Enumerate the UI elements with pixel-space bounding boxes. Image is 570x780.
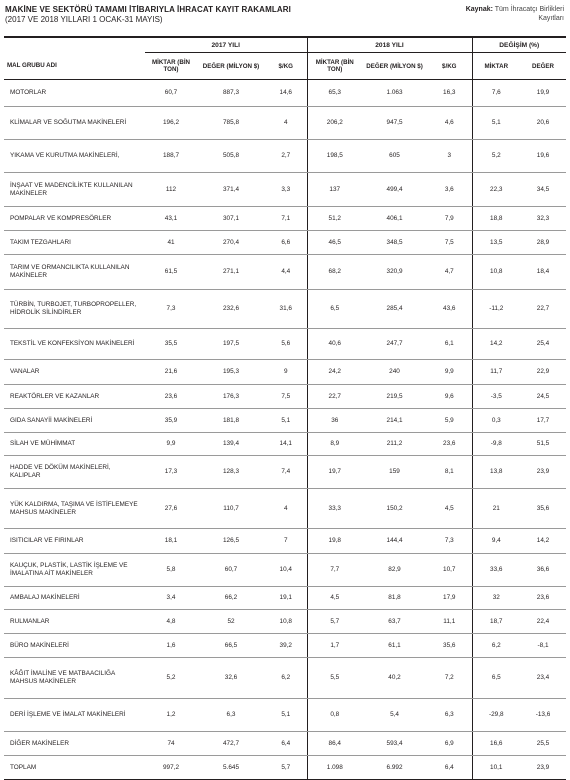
change-deger-cell: 25,5 xyxy=(520,732,566,756)
deger-2018-header: DEĞER (MİLYON $) xyxy=(362,53,427,80)
miktar-2018-cell: 19,8 xyxy=(307,529,362,554)
deger-2017-cell: 110,7 xyxy=(197,489,265,529)
deger-2018-cell: 320,9 xyxy=(362,255,427,290)
table-row xyxy=(4,385,566,409)
deger-2018-cell: 82,9 xyxy=(362,554,427,587)
perkg-2018-cell: 16,3 xyxy=(427,80,472,107)
change-deger-cell: 23,9 xyxy=(520,756,566,780)
deger-2018-cell: 214,1 xyxy=(362,409,427,433)
change-header: DEĞİŞİM (%) xyxy=(472,37,566,53)
change-miktar-cell: -11,2 xyxy=(472,290,520,329)
miktar-2018-cell: 6,5 xyxy=(307,290,362,329)
miktar-2017-cell: 61,5 xyxy=(145,255,197,290)
perkg-2017-cell: 5,1 xyxy=(265,409,307,433)
row-name-cell: SİLAH VE MÜHİMMAT xyxy=(4,433,145,456)
miktar-2018-cell: 86,4 xyxy=(307,732,362,756)
deger-2018-cell: 211,2 xyxy=(362,433,427,456)
row-name-cell: RULMANLAR xyxy=(4,610,145,634)
year-2018-header: 2018 YILI xyxy=(307,37,472,53)
deger-2017-cell: 128,3 xyxy=(197,456,265,489)
change-miktar-cell: 16,6 xyxy=(472,732,520,756)
change-miktar-cell: 13,8 xyxy=(472,456,520,489)
table-row xyxy=(4,173,566,207)
deger-2018-cell: 348,5 xyxy=(362,231,427,255)
miktar-2018-header: MİKTAR (BİN TON) xyxy=(307,53,362,80)
deger-2017-cell: 270,4 xyxy=(197,231,265,255)
table-row xyxy=(4,409,566,433)
miktar-2017-cell: 21,6 xyxy=(145,360,197,385)
change-deger-cell: -8,1 xyxy=(520,634,566,658)
change-miktar-cell: 9,4 xyxy=(472,529,520,554)
perkg-2017-cell: 10,4 xyxy=(265,554,307,587)
miktar-2018-cell: 1.098 xyxy=(307,756,362,780)
change-miktar-cell: 21 xyxy=(472,489,520,529)
miktar-2017-cell: 1,2 xyxy=(145,699,197,732)
perkg-2018-cell: 17,9 xyxy=(427,587,472,610)
perkg-2017-cell: 4 xyxy=(265,107,307,140)
perkg-2017-cell: 19,1 xyxy=(265,587,307,610)
miktar-2017-cell: 997,2 xyxy=(145,756,197,780)
perkg-2017-cell: 4,4 xyxy=(265,255,307,290)
deger-2018-cell: 159 xyxy=(362,456,427,489)
deger-2017-cell: 176,3 xyxy=(197,385,265,409)
deger-2018-cell: 1.063 xyxy=(362,80,427,107)
perkg-2017-cell: 10,8 xyxy=(265,610,307,634)
source-note xyxy=(454,5,564,23)
change-miktar-cell: 11,7 xyxy=(472,360,520,385)
row-name-cell: VANALAR xyxy=(4,360,145,385)
change-miktar-cell: 32 xyxy=(472,587,520,610)
row-name-cell: TÜRBİN, TURBOJET, TURBOPROPELLER, HİDROLİK SİLİNDİRLER xyxy=(4,290,145,329)
perkg-2018-cell: 7,5 xyxy=(427,231,472,255)
deger-2018-cell: 499,4 xyxy=(362,173,427,207)
change-deger-cell: 22,9 xyxy=(520,360,566,385)
deger-2018-cell: 6.992 xyxy=(362,756,427,780)
table-row xyxy=(4,554,566,587)
deger-2017-cell: 785,8 xyxy=(197,107,265,140)
deger-2017-cell: 232,6 xyxy=(197,290,265,329)
change-miktar-cell: 5,1 xyxy=(472,107,520,140)
deger-2017-cell: 6,3 xyxy=(197,699,265,732)
miktar-2017-header: MİKTAR (BİN TON) xyxy=(145,53,197,80)
year-2017-header: 2017 YILI xyxy=(145,37,307,53)
perkg-2017-cell: 7,5 xyxy=(265,385,307,409)
row-name-cell: ISITICILAR VE FIRINLAR xyxy=(4,529,145,554)
deger-2017-cell: 5.645 xyxy=(197,756,265,780)
change-deger-cell: 18,4 xyxy=(520,255,566,290)
change-deger-cell: 28,9 xyxy=(520,231,566,255)
perkg-2017-cell: 6,4 xyxy=(265,732,307,756)
table-row xyxy=(4,658,566,699)
row-name-cell: KÂĞIT İMALİNE VE MATBAACILIĞA MAHSUS MAKİNELER xyxy=(4,658,145,699)
change-miktar-cell: 33,6 xyxy=(472,554,520,587)
change-deger-cell: 17,7 xyxy=(520,409,566,433)
row-name-cell: AMBALAJ MAKİNELERİ xyxy=(4,587,145,610)
row-name-cell: İNŞAAT VE MADENCİLİKTE KULLANILAN MAKİNELER xyxy=(4,173,145,207)
perkg-2017-cell: 9 xyxy=(265,360,307,385)
change-miktar-cell: 0,3 xyxy=(472,409,520,433)
miktar-2017-cell: 23,6 xyxy=(145,385,197,409)
deger-2018-cell: 144,4 xyxy=(362,529,427,554)
change-deger-cell: 23,4 xyxy=(520,658,566,699)
row-name-cell: HADDE VE DÖKÜM MAKİNELERİ, KALIPLAR xyxy=(4,456,145,489)
deger-2017-cell: 181,8 xyxy=(197,409,265,433)
blank-header xyxy=(4,37,145,53)
perkg-2018-cell: 7,3 xyxy=(427,529,472,554)
miktar-2017-cell: 17,3 xyxy=(145,456,197,489)
perkg-2017-cell: 5,7 xyxy=(265,756,307,780)
row-name-cell: BÜRO MAKİNELERİ xyxy=(4,634,145,658)
row-name-cell: DİĞER MAKİNELER xyxy=(4,732,145,756)
change-deger-cell: 19,9 xyxy=(520,80,566,107)
deger-2018-cell: 40,2 xyxy=(362,658,427,699)
change-miktar-cell: 10,1 xyxy=(472,756,520,780)
table-subtitle: (2017 VE 2018 YILLARI 1 OCAK-31 MAYIS) xyxy=(5,15,163,24)
perkg-2017-cell: 7,1 xyxy=(265,207,307,231)
perkg-2018-cell: 6,3 xyxy=(427,699,472,732)
deger-2017-cell: 32,6 xyxy=(197,658,265,699)
perkg-2017-header: $/KG xyxy=(265,53,307,80)
table-title: MAKİNE VE SEKTÖRÜ TAMAMI İTİBARIYLA İHRACAT KAYIT RAKAMLARI xyxy=(5,5,291,14)
miktar-2018-cell: 51,2 xyxy=(307,207,362,231)
change-miktar-header: MİKTAR xyxy=(472,53,520,80)
deger-2017-cell: 139,4 xyxy=(197,433,265,456)
perkg-2017-cell: 6,2 xyxy=(265,658,307,699)
change-deger-cell: 36,6 xyxy=(520,554,566,587)
deger-2017-cell: 52 xyxy=(197,610,265,634)
miktar-2018-cell: 4,5 xyxy=(307,587,362,610)
change-miktar-cell: 14,2 xyxy=(472,329,520,360)
row-name-cell: DERİ İŞLEME VE İMALAT MAKİNELERİ xyxy=(4,699,145,732)
miktar-2018-cell: 1,7 xyxy=(307,634,362,658)
perkg-2018-cell: 7,2 xyxy=(427,658,472,699)
deger-2018-cell: 5,4 xyxy=(362,699,427,732)
perkg-2018-cell: 4,5 xyxy=(427,489,472,529)
miktar-2017-cell: 112 xyxy=(145,173,197,207)
row-name-cell: KLİMALAR VE SOĞUTMA MAKİNELERİ xyxy=(4,107,145,140)
row-name-cell: YÜK KALDIRMA, TAŞIMA VE İSTİFLEMEYE MAHSUS MAKİNELER xyxy=(4,489,145,529)
change-deger-cell: 22,7 xyxy=(520,290,566,329)
change-deger-cell: 23,6 xyxy=(520,587,566,610)
miktar-2017-cell: 3,4 xyxy=(145,587,197,610)
deger-2018-cell: 81,8 xyxy=(362,587,427,610)
change-deger-cell: 19,6 xyxy=(520,140,566,173)
deger-2017-cell: 66,2 xyxy=(197,587,265,610)
deger-2018-cell: 61,1 xyxy=(362,634,427,658)
perkg-2017-cell: 7 xyxy=(265,529,307,554)
perkg-2018-cell: 4,6 xyxy=(427,107,472,140)
perkg-2018-cell: 10,7 xyxy=(427,554,472,587)
perkg-2017-cell: 4 xyxy=(265,489,307,529)
perkg-2018-cell: 8,1 xyxy=(427,456,472,489)
change-miktar-cell: -29,8 xyxy=(472,699,520,732)
change-miktar-cell: 18,7 xyxy=(472,610,520,634)
miktar-2017-cell: 5,2 xyxy=(145,658,197,699)
table-row xyxy=(4,634,566,658)
perkg-2017-cell: 3,3 xyxy=(265,173,307,207)
row-name-cell: POMPALAR VE KOMPRESÖRLER xyxy=(4,207,145,231)
change-deger-cell: 22,4 xyxy=(520,610,566,634)
miktar-2017-cell: 74 xyxy=(145,732,197,756)
row-name-cell: YIKAMA VE KURUTMA MAKİNELERİ, xyxy=(4,140,145,173)
deger-2017-cell: 307,1 xyxy=(197,207,265,231)
perkg-2018-cell: 43,6 xyxy=(427,290,472,329)
perkg-2018-cell: 5,9 xyxy=(427,409,472,433)
change-deger-cell: -13,6 xyxy=(520,699,566,732)
miktar-2018-cell: 206,2 xyxy=(307,107,362,140)
row-name-cell: GIDA SANAYİİ MAKİNELERİ xyxy=(4,409,145,433)
change-miktar-cell: 18,8 xyxy=(472,207,520,231)
perkg-2018-cell: 6,9 xyxy=(427,732,472,756)
perkg-2017-cell: 5,6 xyxy=(265,329,307,360)
row-name-cell: REAKTÖRLER VE KAZANLAR xyxy=(4,385,145,409)
change-miktar-cell: -3,5 xyxy=(472,385,520,409)
deger-2018-cell: 240 xyxy=(362,360,427,385)
change-miktar-cell: 6,5 xyxy=(472,658,520,699)
perkg-2018-cell: 9,9 xyxy=(427,360,472,385)
miktar-2017-cell: 188,7 xyxy=(145,140,197,173)
deger-2017-cell: 505,8 xyxy=(197,140,265,173)
table-row xyxy=(4,329,566,360)
deger-2017-cell: 60,7 xyxy=(197,554,265,587)
perkg-2017-cell: 31,6 xyxy=(265,290,307,329)
change-miktar-cell: 6,2 xyxy=(472,634,520,658)
export-table xyxy=(4,36,566,780)
deger-2017-cell: 371,4 xyxy=(197,173,265,207)
miktar-2017-cell: 5,8 xyxy=(145,554,197,587)
deger-2018-cell: 593,4 xyxy=(362,732,427,756)
table-row xyxy=(4,587,566,610)
perkg-2017-cell: 14,1 xyxy=(265,433,307,456)
perkg-2018-cell: 9,6 xyxy=(427,385,472,409)
source-label: Kaynak: xyxy=(465,6,493,13)
miktar-2017-cell: 7,3 xyxy=(145,290,197,329)
miktar-2018-cell: 7,7 xyxy=(307,554,362,587)
miktar-2017-cell: 1,6 xyxy=(145,634,197,658)
miktar-2018-cell: 5,7 xyxy=(307,610,362,634)
perkg-2017-cell: 5,1 xyxy=(265,699,307,732)
row-name-cell: KAUÇUK, PLASTİK, LASTİK İŞLEME VE İMALATINA AİT MAKİNELER xyxy=(4,554,145,587)
deger-2017-cell: 195,3 xyxy=(197,360,265,385)
row-name-cell: MOTORLAR xyxy=(4,80,145,107)
perkg-2018-cell: 3,6 xyxy=(427,173,472,207)
deger-2017-cell: 271,1 xyxy=(197,255,265,290)
column-header-row xyxy=(4,53,566,80)
perkg-2017-cell: 2,7 xyxy=(265,140,307,173)
miktar-2017-cell: 35,5 xyxy=(145,329,197,360)
table-row xyxy=(4,610,566,634)
miktar-2017-cell: 27,6 xyxy=(145,489,197,529)
deger-2017-header: DEĞER (MİLYON $) xyxy=(197,53,265,80)
miktar-2017-cell: 35,9 xyxy=(145,409,197,433)
perkg-2018-header: $/KG xyxy=(427,53,472,80)
deger-2017-cell: 126,5 xyxy=(197,529,265,554)
perkg-2018-cell: 6,1 xyxy=(427,329,472,360)
miktar-2018-cell: 137 xyxy=(307,173,362,207)
table-row xyxy=(4,107,566,140)
deger-2018-cell: 605 xyxy=(362,140,427,173)
miktar-2018-cell: 65,3 xyxy=(307,80,362,107)
miktar-2018-cell: 0,8 xyxy=(307,699,362,732)
change-deger-cell: 23,9 xyxy=(520,456,566,489)
miktar-2018-cell: 8,9 xyxy=(307,433,362,456)
change-deger-cell: 24,5 xyxy=(520,385,566,409)
deger-2017-cell: 887,3 xyxy=(197,80,265,107)
table-row xyxy=(4,80,566,107)
deger-2018-cell: 150,2 xyxy=(362,489,427,529)
table-row xyxy=(4,529,566,554)
deger-2017-cell: 472,7 xyxy=(197,732,265,756)
miktar-2018-cell: 68,2 xyxy=(307,255,362,290)
deger-2018-cell: 285,4 xyxy=(362,290,427,329)
table-row xyxy=(4,433,566,456)
perkg-2017-cell: 7,4 xyxy=(265,456,307,489)
table-row xyxy=(4,732,566,756)
table-row xyxy=(4,456,566,489)
perkg-2018-cell: 11,1 xyxy=(427,610,472,634)
miktar-2018-cell: 33,3 xyxy=(307,489,362,529)
miktar-2018-cell: 46,5 xyxy=(307,231,362,255)
deger-2018-cell: 406,1 xyxy=(362,207,427,231)
row-name-cell: TEKSTİL VE KONFEKSİYON MAKİNELERİ xyxy=(4,329,145,360)
miktar-2017-cell: 18,1 xyxy=(145,529,197,554)
deger-2017-cell: 197,5 xyxy=(197,329,265,360)
deger-2018-cell: 63,7 xyxy=(362,610,427,634)
change-deger-cell: 51,5 xyxy=(520,433,566,456)
miktar-2018-cell: 24,2 xyxy=(307,360,362,385)
change-deger-header: DEĞER xyxy=(520,53,566,80)
group-header-row xyxy=(4,37,566,53)
miktar-2018-cell: 22,7 xyxy=(307,385,362,409)
miktar-2018-cell: 40,6 xyxy=(307,329,362,360)
perkg-2018-cell: 35,6 xyxy=(427,634,472,658)
deger-2017-cell: 66,5 xyxy=(197,634,265,658)
table-row xyxy=(4,255,566,290)
source-text: Tüm İhracatçı Birlikleri Kayıtları xyxy=(494,6,564,22)
row-name-cell: TOPLAM xyxy=(4,756,145,780)
perkg-2017-cell: 6,6 xyxy=(265,231,307,255)
deger-2018-cell: 219,5 xyxy=(362,385,427,409)
change-deger-cell: 14,2 xyxy=(520,529,566,554)
perkg-2017-cell: 14,6 xyxy=(265,80,307,107)
table-row xyxy=(4,360,566,385)
group-name-header: MAL GRUBU ADI xyxy=(4,53,145,80)
table-row xyxy=(4,207,566,231)
miktar-2017-cell: 9,9 xyxy=(145,433,197,456)
miktar-2017-cell: 41 xyxy=(145,231,197,255)
deger-2018-cell: 247,7 xyxy=(362,329,427,360)
change-deger-cell: 32,3 xyxy=(520,207,566,231)
table-row xyxy=(4,231,566,255)
perkg-2018-cell: 7,9 xyxy=(427,207,472,231)
perkg-2018-cell: 6,4 xyxy=(427,756,472,780)
change-miktar-cell: -9,8 xyxy=(472,433,520,456)
row-name-cell: TAKIM TEZGAHLARI xyxy=(4,231,145,255)
miktar-2017-cell: 43,1 xyxy=(145,207,197,231)
change-miktar-cell: 5,2 xyxy=(472,140,520,173)
table-body xyxy=(4,80,566,780)
change-miktar-cell: 7,6 xyxy=(472,80,520,107)
change-deger-cell: 34,5 xyxy=(520,173,566,207)
miktar-2018-cell: 198,5 xyxy=(307,140,362,173)
miktar-2018-cell: 19,7 xyxy=(307,456,362,489)
miktar-2018-cell: 5,5 xyxy=(307,658,362,699)
miktar-2017-cell: 60,7 xyxy=(145,80,197,107)
perkg-2018-cell: 4,7 xyxy=(427,255,472,290)
change-miktar-cell: 10,8 xyxy=(472,255,520,290)
row-name-cell: TARIM VE ORMANCILIKTA KULLANILAN MAKİNELER xyxy=(4,255,145,290)
change-deger-cell: 20,6 xyxy=(520,107,566,140)
change-miktar-cell: 13,5 xyxy=(472,231,520,255)
perkg-2017-cell: 39,2 xyxy=(265,634,307,658)
deger-2018-cell: 947,5 xyxy=(362,107,427,140)
table-row xyxy=(4,699,566,732)
miktar-2018-cell: 36 xyxy=(307,409,362,433)
miktar-2017-cell: 196,2 xyxy=(145,107,197,140)
table-row xyxy=(4,489,566,529)
perkg-2018-cell: 23,6 xyxy=(427,433,472,456)
change-deger-cell: 35,6 xyxy=(520,489,566,529)
miktar-2017-cell: 4,8 xyxy=(145,610,197,634)
table-row xyxy=(4,290,566,329)
change-deger-cell: 25,4 xyxy=(520,329,566,360)
table-row xyxy=(4,140,566,173)
change-miktar-cell: 22,3 xyxy=(472,173,520,207)
perkg-2018-cell: 3 xyxy=(427,140,472,173)
